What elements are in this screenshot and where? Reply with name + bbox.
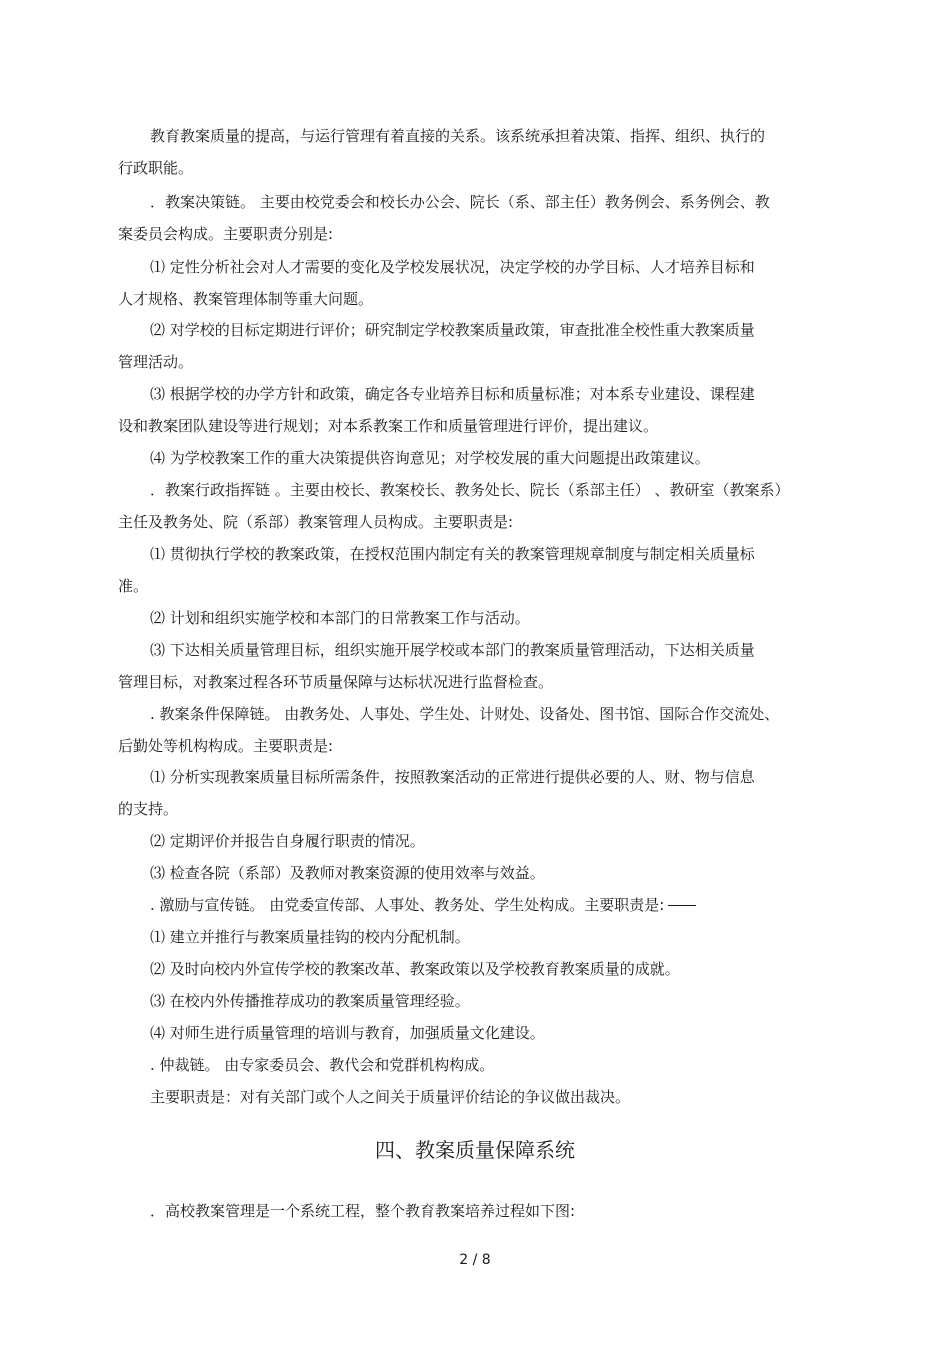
page-number: 2 / 8 <box>459 1252 491 1268</box>
paragraph-line: ．教案行政指挥链 。主要由校长、教案校长、教务处长、院长（系部主任） 、教研室（教案系） <box>150 481 790 499</box>
paragraph-line: ．教案决策链。 主要由校党委会和校长办公会、院长（系、部主任）教务例会、系务例会、教 <box>150 193 770 211</box>
paragraph-line: ⑴ 贯彻执行学校的教案政策，在授权范围内制定有关的教案管理规章制度与制定相关质量标 <box>150 545 755 563</box>
paragraph-line: ⑴ 分析实现教案质量目标所需条件，按照教案活动的正常进行提供必要的人、财、物与信息 <box>150 768 755 786</box>
paragraph-line: 人才规格、教案管理体制等重大问题。 <box>118 290 374 308</box>
paragraph-line: 教育教案质量的提高，与运行管理有着直接的关系。该系统承担着决策、指挥、组织、执行的 <box>150 127 766 145</box>
paragraph-line-with-dash <box>150 896 696 914</box>
paragraph-line: 主任及教务处、院（系部）教案管理人员构成。主要职责是: <box>118 513 514 531</box>
paragraph-line: ⑵ 及时向校内外宣传学校的教案改革、教案政策以及学校教育教案质量的成就。 <box>150 960 680 978</box>
paragraph-line: ⑶ 下达相关质量管理目标，组织实施开展学校或本部门的教案质量管理活动，下达相关质量 <box>150 641 755 659</box>
paragraph-line: 案委员会构成。主要职责分别是: <box>118 225 334 243</box>
paragraph-line: ⑶ 检查各院（系部）及教师对教案资源的使用效率与效益。 <box>150 864 545 882</box>
paragraph-line: . 教案条件保障链。 由教务处、人事处、学生处、计财处、设备处、图书馆、国际合作交流处、 <box>150 705 780 723</box>
paragraph-line: 管理目标，对教案过程各环节质量保障与达标状况进行监督检查。 <box>118 673 554 691</box>
paragraph-line: 主要职责是：对有关部门或个人之间关于质量评价结论的争议做出裁决。 <box>150 1088 631 1106</box>
paragraph-line: ⑶ 根据学校的办学方针和政策，确定各专业培养目标和质量标准；对本系专业建设、课程建 <box>150 385 755 403</box>
paragraph-line: ⑵ 对学校的目标定期进行评价；研究制定学校教案质量政策，审查批准全校性重大教案质量 <box>150 321 755 339</box>
paragraph-line: 设和教案团队建设等进行规划；对本系教案工作和质量管理进行评价，提出建议。 <box>118 417 659 435</box>
dash-rule <box>668 905 696 906</box>
paragraph-line: 行政职能。 <box>118 159 194 177</box>
paragraph-line: ⑴ 建立并推行与教案质量挂钩的校内分配机制。 <box>150 928 470 946</box>
paragraph-line: ⑷ 为学校教案工作的重大决策提供咨询意见；对学校发展的重大问题提出政策建议。 <box>150 449 710 467</box>
paragraph-line: 管理活动。 <box>118 353 194 371</box>
paragraph-line: ⑵ 计划和组织实施学校和本部门的日常教案工作与活动。 <box>150 609 530 627</box>
paragraph-line: ．高校教案管理是一个系统工程，整个教育教案培养过程如下图: <box>150 1202 576 1220</box>
paragraph-text: . 激励与宣传链。 由党委宣传部、人事处、教务处、学生处构成。主要职责是: <box>150 896 665 914</box>
paragraph-line: 准。 <box>118 577 149 595</box>
paragraph-line: 后勤处等机构构成。主要职责是: <box>118 737 334 755</box>
section-heading: 四、教案质量保障系统 <box>375 1138 575 1162</box>
paragraph-line: . 仲裁链。 由专家委员会、教代会和党群机构构成。 <box>150 1056 495 1074</box>
paragraph-line: ⑴ 定性分析社会对人才需要的变化及学校发展状况，决定学校的办学目标、人才培养目标和 <box>150 258 755 276</box>
paragraph-line: ⑶ 在校内外传播推荐成功的教案质量管理经验。 <box>150 992 470 1010</box>
paragraph-line: 的支持。 <box>118 800 179 818</box>
paragraph-line: ⑷ 对师生进行质量管理的培训与教育，加强质量文化建设。 <box>150 1024 545 1042</box>
paragraph-line: ⑵ 定期评价并报告自身履行职责的情况。 <box>150 832 425 850</box>
